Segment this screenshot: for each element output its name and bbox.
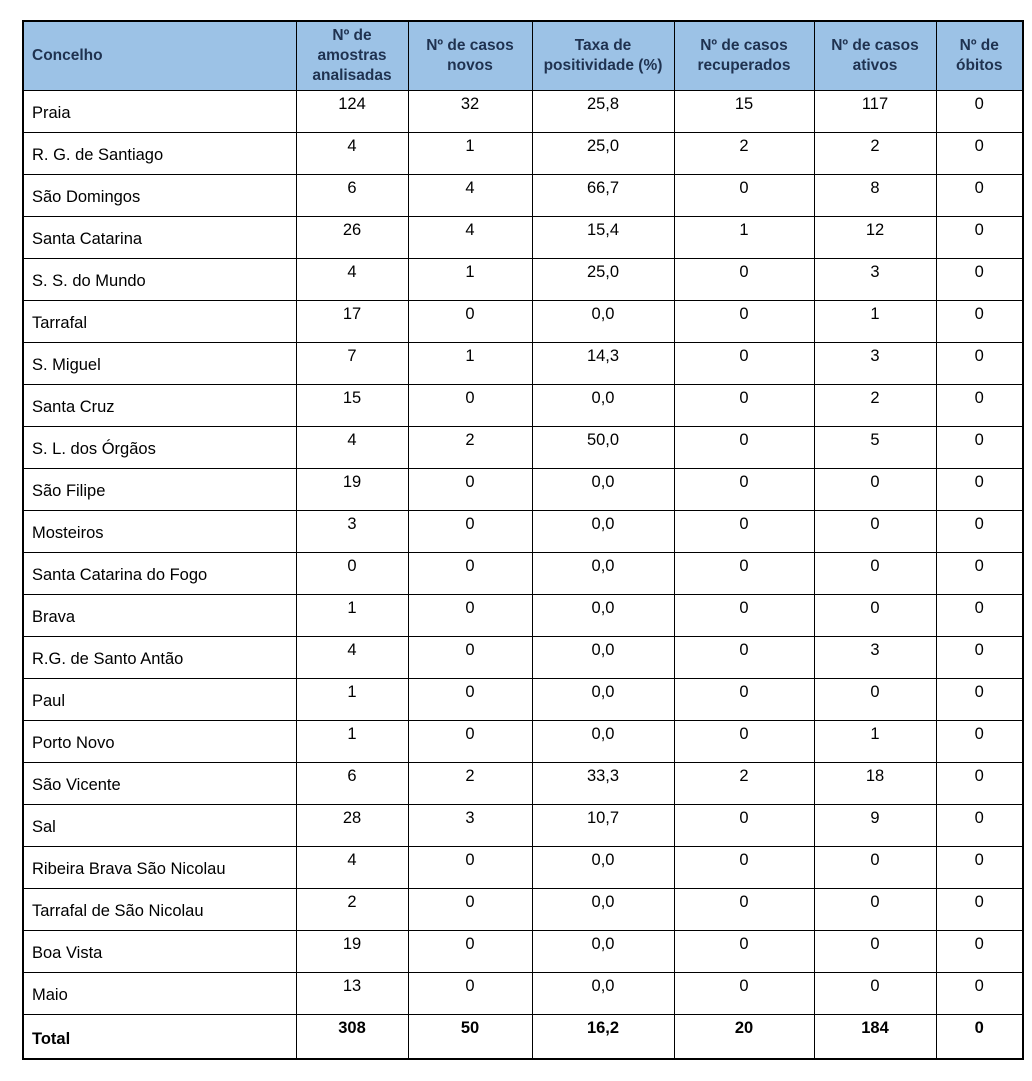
value-cell: 1 <box>814 721 936 763</box>
value-cell: 0 <box>814 889 936 931</box>
concelho-cell: Porto Novo <box>23 721 296 763</box>
value-cell: 0,0 <box>532 511 674 553</box>
value-cell: 0,0 <box>532 595 674 637</box>
value-cell: 0,0 <box>532 679 674 721</box>
table-row <box>23 553 1023 595</box>
value-cell: 5 <box>814 427 936 469</box>
value-cell: 0 <box>408 595 532 637</box>
value-cell: 2 <box>296 889 408 931</box>
value-cell: 0 <box>814 931 936 973</box>
value-cell: 0 <box>936 889 1023 931</box>
header-taxa-positividade: Taxa de positividade (%) <box>532 21 674 91</box>
table-row <box>23 175 1023 217</box>
value-cell: 0 <box>408 469 532 511</box>
table-row <box>23 301 1023 343</box>
value-cell: 0,0 <box>532 847 674 889</box>
value-cell: 0 <box>408 679 532 721</box>
table-row <box>23 679 1023 721</box>
concelho-cell: São Domingos <box>23 175 296 217</box>
value-cell: 15 <box>296 385 408 427</box>
value-cell: 0 <box>674 847 814 889</box>
value-cell: 0 <box>936 721 1023 763</box>
total-obitos-cell: 0 <box>936 1015 1023 1059</box>
total-ativos-cell: 184 <box>814 1015 936 1059</box>
value-cell: 0 <box>814 973 936 1015</box>
value-cell: 1 <box>408 343 532 385</box>
value-cell: 0 <box>936 805 1023 847</box>
value-cell: 1 <box>408 259 532 301</box>
value-cell: 0 <box>814 595 936 637</box>
value-cell: 0 <box>674 301 814 343</box>
table-row <box>23 973 1023 1015</box>
concelho-cell: Sal <box>23 805 296 847</box>
concelho-cell: Paul <box>23 679 296 721</box>
value-cell: 10,7 <box>532 805 674 847</box>
value-cell: 17 <box>296 301 408 343</box>
value-cell: 0 <box>936 931 1023 973</box>
value-cell: 0 <box>674 385 814 427</box>
value-cell: 0,0 <box>532 637 674 679</box>
table-row <box>23 259 1023 301</box>
total-label-cell: Total <box>23 1015 296 1059</box>
value-cell: 0 <box>674 889 814 931</box>
concelho-cell: S. Miguel <box>23 343 296 385</box>
concelho-cell: Boa Vista <box>23 931 296 973</box>
value-cell: 0 <box>408 385 532 427</box>
value-cell: 0 <box>674 553 814 595</box>
value-cell: 19 <box>296 469 408 511</box>
value-cell: 1 <box>814 301 936 343</box>
value-cell: 0 <box>408 973 532 1015</box>
value-cell: 32 <box>408 91 532 133</box>
value-cell: 0 <box>936 133 1023 175</box>
concelho-cell: Tarrafal <box>23 301 296 343</box>
value-cell: 0 <box>936 595 1023 637</box>
concelho-cell: Mosteiros <box>23 511 296 553</box>
value-cell: 0 <box>936 763 1023 805</box>
value-cell: 15,4 <box>532 217 674 259</box>
table-row <box>23 427 1023 469</box>
value-cell: 0,0 <box>532 889 674 931</box>
value-cell: 0 <box>936 553 1023 595</box>
value-cell: 2 <box>674 133 814 175</box>
value-cell: 0 <box>814 847 936 889</box>
value-cell: 0 <box>814 469 936 511</box>
table-row <box>23 595 1023 637</box>
value-cell: 25,0 <box>532 259 674 301</box>
value-cell: 124 <box>296 91 408 133</box>
concelho-cell: Santa Cruz <box>23 385 296 427</box>
covid-municipality-table <box>22 20 1024 1060</box>
value-cell: 0 <box>936 217 1023 259</box>
value-cell: 2 <box>814 133 936 175</box>
table-row <box>23 805 1023 847</box>
value-cell: 0 <box>936 511 1023 553</box>
value-cell: 0 <box>408 301 532 343</box>
value-cell: 0 <box>936 427 1023 469</box>
value-cell: 3 <box>814 259 936 301</box>
concelho-cell: S. L. dos Órgãos <box>23 427 296 469</box>
value-cell: 6 <box>296 175 408 217</box>
table-row <box>23 931 1023 973</box>
table-row <box>23 889 1023 931</box>
value-cell: 0 <box>936 259 1023 301</box>
value-cell: 0 <box>936 343 1023 385</box>
total-amostras-cell: 308 <box>296 1015 408 1059</box>
value-cell: 6 <box>296 763 408 805</box>
value-cell: 12 <box>814 217 936 259</box>
value-cell: 0 <box>674 427 814 469</box>
value-cell: 4 <box>408 175 532 217</box>
value-cell: 3 <box>408 805 532 847</box>
value-cell: 0,0 <box>532 385 674 427</box>
value-cell: 25,8 <box>532 91 674 133</box>
concelho-cell: Brava <box>23 595 296 637</box>
value-cell: 0 <box>408 847 532 889</box>
value-cell: 0 <box>936 385 1023 427</box>
value-cell: 13 <box>296 973 408 1015</box>
value-cell: 0 <box>814 511 936 553</box>
concelho-cell: S. S. do Mundo <box>23 259 296 301</box>
value-cell: 0 <box>674 973 814 1015</box>
value-cell: 1 <box>296 595 408 637</box>
value-cell: 2 <box>814 385 936 427</box>
table-row <box>23 637 1023 679</box>
concelho-cell: Ribeira Brava São Nicolau <box>23 847 296 889</box>
concelho-cell: Praia <box>23 91 296 133</box>
value-cell: 4 <box>296 637 408 679</box>
value-cell: 0 <box>674 679 814 721</box>
value-cell: 4 <box>296 427 408 469</box>
total-row <box>23 1015 1023 1059</box>
total-taxa-cell: 16,2 <box>532 1015 674 1059</box>
table-row <box>23 91 1023 133</box>
value-cell: 1 <box>296 721 408 763</box>
value-cell: 0,0 <box>532 931 674 973</box>
concelho-cell: Tarrafal de São Nicolau <box>23 889 296 931</box>
value-cell: 4 <box>408 217 532 259</box>
concelho-cell: R. G. de Santiago <box>23 133 296 175</box>
value-cell: 0 <box>408 931 532 973</box>
value-cell: 2 <box>674 763 814 805</box>
total-casos-novos-cell: 50 <box>408 1015 532 1059</box>
value-cell: 0 <box>936 679 1023 721</box>
value-cell: 0 <box>408 637 532 679</box>
value-cell: 0 <box>674 343 814 385</box>
value-cell: 9 <box>814 805 936 847</box>
concelho-cell: São Vicente <box>23 763 296 805</box>
concelho-cell: R.G. de Santo Antão <box>23 637 296 679</box>
value-cell: 0 <box>408 553 532 595</box>
value-cell: 26 <box>296 217 408 259</box>
total-recuperados-cell: 20 <box>674 1015 814 1059</box>
value-cell: 0 <box>674 469 814 511</box>
value-cell: 1 <box>674 217 814 259</box>
value-cell: 0 <box>674 259 814 301</box>
value-cell: 0,0 <box>532 301 674 343</box>
value-cell: 18 <box>814 763 936 805</box>
value-cell: 50,0 <box>532 427 674 469</box>
value-cell: 0 <box>674 721 814 763</box>
value-cell: 0 <box>408 511 532 553</box>
value-cell: 0 <box>936 469 1023 511</box>
value-cell: 0 <box>936 175 1023 217</box>
header-row <box>23 21 1023 91</box>
concelho-cell: Santa Catarina do Fogo <box>23 553 296 595</box>
value-cell: 117 <box>814 91 936 133</box>
value-cell: 0 <box>408 721 532 763</box>
value-cell: 0 <box>936 91 1023 133</box>
value-cell: 33,3 <box>532 763 674 805</box>
value-cell: 0,0 <box>532 553 674 595</box>
value-cell: 0 <box>936 973 1023 1015</box>
table-row <box>23 133 1023 175</box>
header-casos-novos: Nº de casos novos <box>408 21 532 91</box>
value-cell: 1 <box>408 133 532 175</box>
value-cell: 15 <box>674 91 814 133</box>
value-cell: 0 <box>936 637 1023 679</box>
table-row <box>23 343 1023 385</box>
value-cell: 0,0 <box>532 973 674 1015</box>
value-cell: 0 <box>296 553 408 595</box>
table-row <box>23 469 1023 511</box>
value-cell: 0 <box>674 931 814 973</box>
header-casos-recuperados: Nº de casos recuperados <box>674 21 814 91</box>
header-concelho: Concelho <box>23 21 296 91</box>
value-cell: 0 <box>674 175 814 217</box>
value-cell: 2 <box>408 763 532 805</box>
value-cell: 14,3 <box>532 343 674 385</box>
value-cell: 3 <box>296 511 408 553</box>
value-cell: 0 <box>674 595 814 637</box>
value-cell: 1 <box>296 679 408 721</box>
header-amostras-analisadas: Nº de amostras analisadas <box>296 21 408 91</box>
concelho-cell: Santa Catarina <box>23 217 296 259</box>
value-cell: 0 <box>936 847 1023 889</box>
value-cell: 0 <box>674 805 814 847</box>
value-cell: 7 <box>296 343 408 385</box>
value-cell: 28 <box>296 805 408 847</box>
concelho-cell: Maio <box>23 973 296 1015</box>
table-row <box>23 763 1023 805</box>
value-cell: 3 <box>814 343 936 385</box>
value-cell: 0,0 <box>532 721 674 763</box>
table-row <box>23 217 1023 259</box>
table-row <box>23 847 1023 889</box>
value-cell: 25,0 <box>532 133 674 175</box>
value-cell: 0 <box>814 679 936 721</box>
value-cell: 3 <box>814 637 936 679</box>
value-cell: 0 <box>408 889 532 931</box>
table-row <box>23 721 1023 763</box>
value-cell: 19 <box>296 931 408 973</box>
value-cell: 8 <box>814 175 936 217</box>
value-cell: 2 <box>408 427 532 469</box>
header-obitos: Nº de óbitos <box>936 21 1023 91</box>
value-cell: 0 <box>936 301 1023 343</box>
header-casos-ativos: Nº de casos ativos <box>814 21 936 91</box>
value-cell: 0,0 <box>532 469 674 511</box>
value-cell: 4 <box>296 847 408 889</box>
value-cell: 0 <box>674 511 814 553</box>
value-cell: 66,7 <box>532 175 674 217</box>
value-cell: 0 <box>814 553 936 595</box>
table-row <box>23 511 1023 553</box>
table-row <box>23 385 1023 427</box>
concelho-cell: São Filipe <box>23 469 296 511</box>
value-cell: 4 <box>296 133 408 175</box>
value-cell: 0 <box>674 637 814 679</box>
value-cell: 4 <box>296 259 408 301</box>
